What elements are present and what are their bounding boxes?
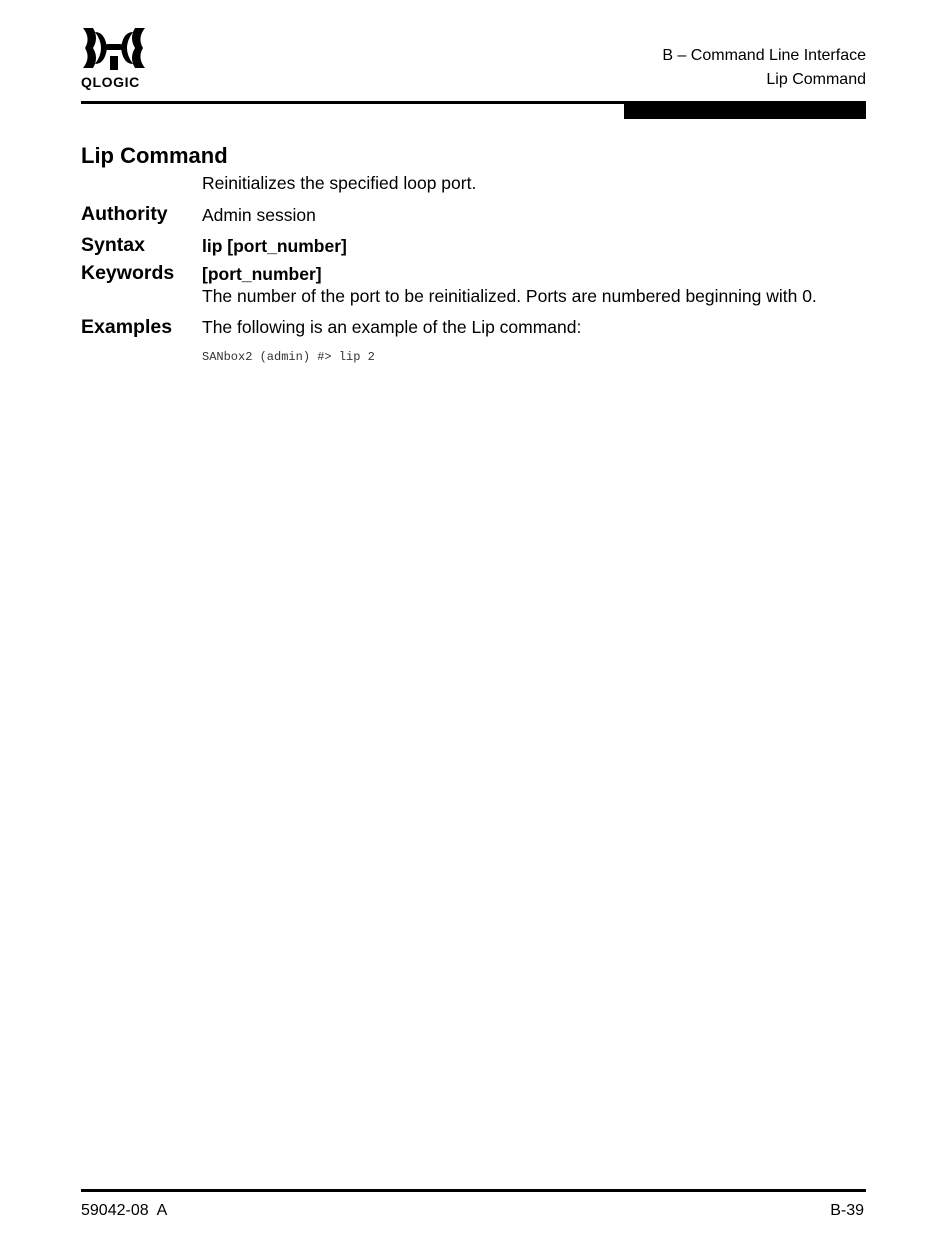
examples-label: Examples	[81, 316, 173, 338]
keyword-description: The number of the port to be reinitialized. Ports are numbered beginning with 0.	[202, 286, 817, 306]
header-section: Lip Command	[766, 71, 866, 88]
authority-value: Admin session	[202, 205, 316, 225]
header-chapter: B – Command Line Interface	[662, 47, 866, 64]
header-tab-block	[624, 101, 866, 119]
syntax-value: lip [port_number]	[202, 236, 347, 256]
keyword-name: [port_number]	[202, 264, 322, 284]
keywords-label: Keywords	[81, 262, 175, 284]
authority-label: Authority	[81, 203, 168, 225]
example-code: SANbox2 (admin) #> lip 2	[202, 350, 375, 364]
logo-wordmark: QLOGIC	[81, 74, 140, 90]
qlogic-logo-icon	[81, 26, 147, 72]
examples-intro: The following is an example of the Lip command:	[202, 317, 582, 337]
footer-page-number: B-39	[830, 1202, 864, 1219]
command-description: Reinitializes the specified loop port.	[202, 173, 477, 193]
qlogic-logo	[81, 26, 151, 92]
page-title: Lip Command	[81, 143, 228, 168]
footer-doc-number: 59042-08 A	[81, 1202, 168, 1219]
syntax-label: Syntax	[81, 234, 145, 256]
footer-rule	[81, 1189, 866, 1192]
running-header	[662, 44, 866, 92]
